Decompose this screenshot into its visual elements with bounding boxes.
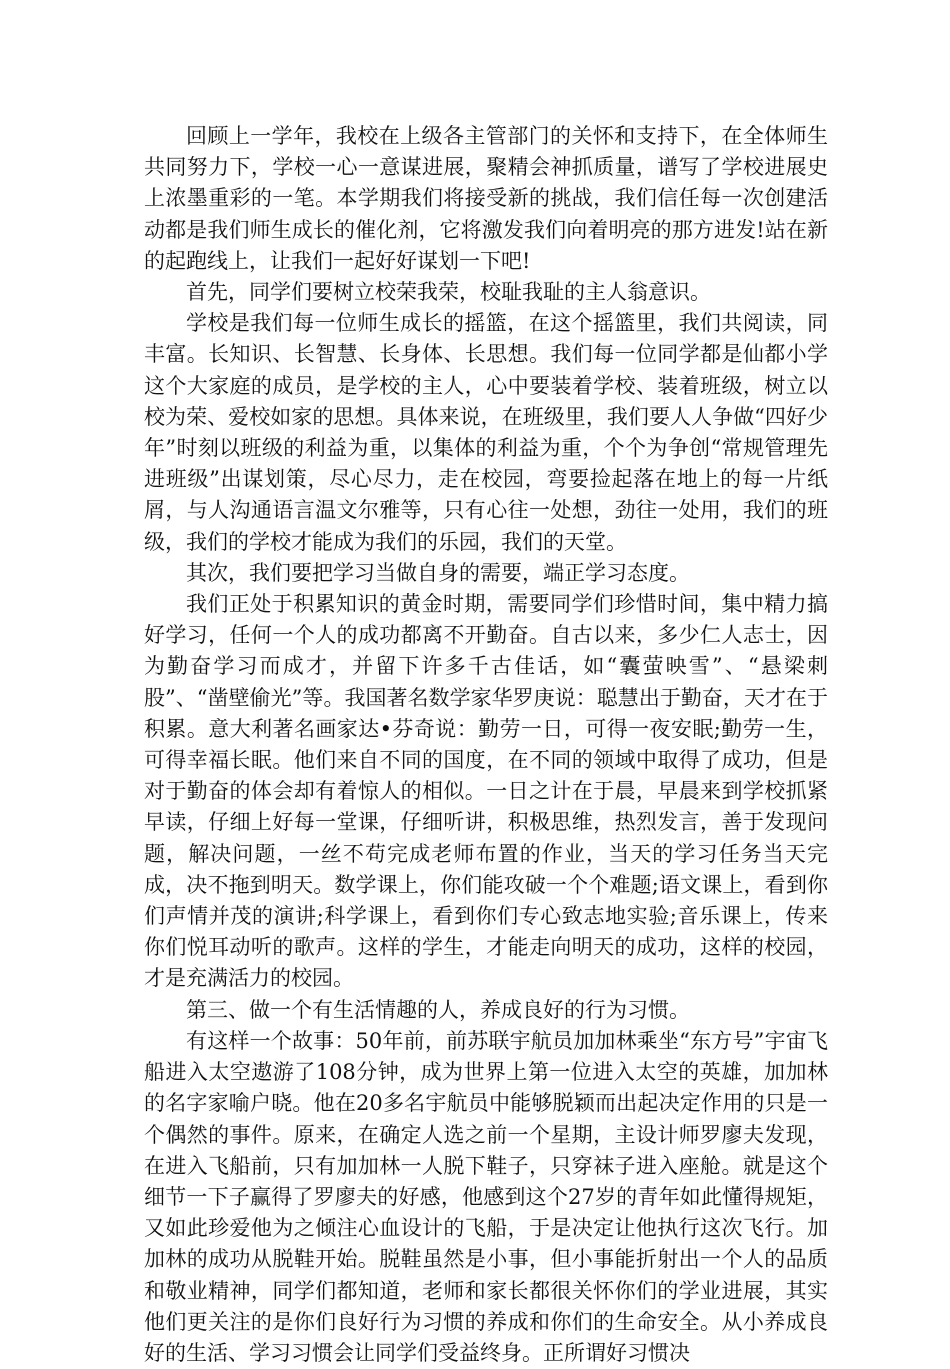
paragraph-diligence: 我们正处于积累知识的黄金时期，需要同学们珍惜时间，集中精力搞好学习，任何一个人的成功都离不开勤奋。自古以来，多少仁人志士，因为勤奋学习而成才，并留下许多千古佳话，如“囊萤映雪”、“悬梁刺股”、“凿壁偷光”等。我国著名数学家华罗庚说：聪慧出于勤奋，天才在于积累。意大利著名画家达•芬奇说：勤劳一日，可得一夜安眠;勤劳一生，可得幸福长眠。他们来自不同的国度，在不同的领域中取得了成功，但是对于勤奋的体会却有着惊人的相似。一日之计在于晨，早晨来到学校抓紧早读，仔细上好每一堂课，仔细听讲，积极思维，热烈发言，善于发现问题，解决问题，一丝不苟完成老师布置的作业，当天的学习任务当天完成，决不拖到明天。数学课上，你们能攻破一个个难题;语文课上，看到你们声情并茂的演讲;科学课上，看到你们专心致志地实验;音乐课上，传来你们悦耳动听的歌声。这样的学生，才能走向明天的成功，这样的校园，才是充满活力的校园。 <box>144 592 828 991</box>
paragraph-intro: 回顾上一学年，我校在上级各主管部门的关怀和支持下，在全体师生共同努力下，学校一心一意谋进展，聚精会神抓质量，谱写了学校进展史上浓墨重彩的一笔。本学期我们将接受新的挑战，我们信任每一次创建活动都是我们师生成长的催化剂，它将激发我们向着明亮的那方进发!站在新的起跑线上，让我们一起好好谋划一下吧! <box>144 124 828 273</box>
document-body <box>144 121 828 1369</box>
paragraph-gagarin-story: 有这样一个故事：50年前，前苏联宇航员加加林乘坐“东方号”宇宙飞船进入太空遨游了108分钟，成为世界上第一位进入太空的英雄，加加林的名字家喻户晓。他在20多名宇航员中能够脱颖而出起决定作用的只是一个偶然的事件。原来，在确定人选之前一个星期，主设计师罗廖夫发现，在进入飞船前，只有加加林一人脱下鞋子，只穿袜子进入座舱。就是这个细节一下子赢得了罗廖夫的好感，他感到这个27岁的青年如此懂得规矩，又如此珍爱他为之倾注心血设计的飞船，于是决定让他执行这次飞行。加加林的成功从脱鞋开始。脱鞋虽然是小事，但小事能折射出一个人的品质和敬业精神，同学们都知道，老师和家长都很关怀你们的学业进展，其实他们更关注的是你们良好行为习惯的养成和你们的生命安全。从小养成良好的生活、学习习惯会让同学们受益终身。正所谓好习惯决 <box>144 1028 828 1365</box>
paragraph-heading-second: 其次，我们要把学习当做自身的需要，端正学习态度。 <box>186 560 690 585</box>
paragraph-school-cradle: 学校是我们每一位师生成长的摇篮，在这个摇篮里，我们共阅读，同丰富。长知识、长智慧、长身体、长思想。我们每一位同学都是仙都小学这个大家庭的成员，是学校的主人，心中要装着学校、装着班级，树立以校为荣、爱校如家的思想。具体来说，在班级里，我们要人人争做“四好少年”时刻以班级的利益为重，以集体的利益为重，个个为争创“常规管理先进班级”出谋划策，尽心尽力，走在校园，弯要捡起落在地上的每一片纸屑，与人沟通语言温文尔雅等，只有心往一处想，劲往一处用，我们的班级，我们的学校才能成为我们的乐园，我们的天堂。 <box>144 311 828 554</box>
paragraph-heading-first: 首先，同学们要树立校荣我荣，校耻我耻的主人翁意识。 <box>186 280 711 305</box>
paragraph-heading-third: 第三、做一个有生活情趣的人，养成良好的行为习惯。 <box>186 997 690 1022</box>
